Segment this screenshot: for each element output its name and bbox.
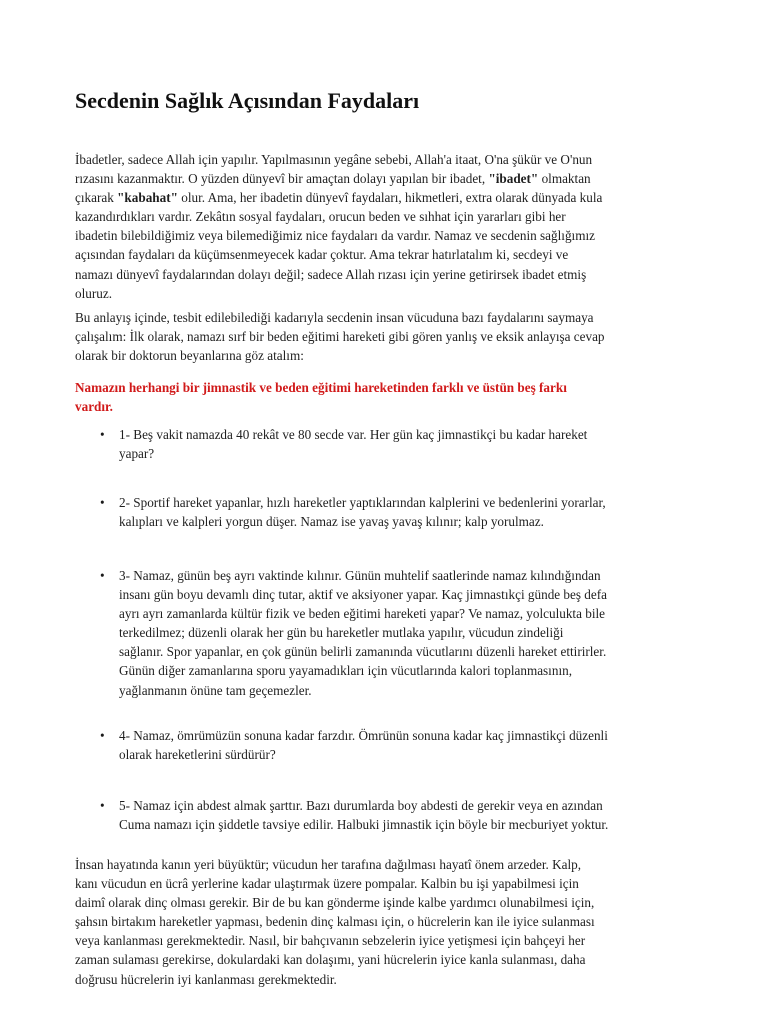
list-line: ayrı ayrı zamanlarda kültür fizik ve beden eğitimi hareketi yapar? Ve namaz, yolculukta bile [119,606,606,622]
outro-paragraph [75,855,595,989]
intro-line: ibadetin bilebildiğimiz veya bilemediğimiz nice faydaları da vardır. Namaz ve secdenin sağlığımız [75,228,595,244]
intro-line: rızasını kazanmaktır. O yüzden dünyevî bir amaçtan dolayı yapılan bir ibadet, "ibadet" olmaktan [75,171,591,187]
context-line: Bu anlayış içinde, tesbit edilebilediği kadarıyla secdenin insan vücuduna bazı faydalarını saymaya [75,310,594,325]
intro-line: çıkarak "kabahat" olur. Ama, her ibadetin dünyevî faydaları, hikmetleri, extra olarak dünyada kula [75,190,603,206]
list-line: olarak hareketlerini sürdürür? [119,747,276,763]
intro-line: namazı dünyevî faydalarından dolayı değil; sadece Allah rızası için yerine getirirsek ibadet etmiş [75,266,587,282]
list-item-text [119,796,608,834]
bullet-icon: • [100,495,105,510]
highlight-line: vardır. [75,399,113,415]
list-item-text [119,493,606,531]
list-line: Günün diğer zamanlarına sporu yayamadıkları için vücutlarında kalori toplanmasının, [119,663,572,679]
bullet-icon: • [100,728,105,743]
list-line: yağlanmanın önüne tam geçemezler. [119,682,312,698]
list-line: yapar? [119,446,155,462]
outro-line: zaman sulaması gerekirse, dokulardaki kan dolaşımı, yani hücrelerin iyice kanla sulanması, daha [75,952,586,968]
list-line: kalıpları ve kalpleri yorgun düşer. Namaz ise yavaş yavaş kılınır; kalp yorulmaz. [119,514,544,530]
list-line: 4- Namaz, ömrümüzün sonuna kadar farzdır. Ömrünün sonuna kadar kaç jimnastikçi düzenli [119,728,608,743]
outro-line: veya kanlanması gerekmektedir. Nasıl, bir bahçıvanın sebzelerin iyice yetişmesi için bahçeyi her [75,933,586,949]
outro-line: şahsın birtakım hareketler yapması, bedenin dinç kalması için, o hücrelerin kan ile iyice sulanması [75,914,595,930]
list-line: sağlanır. Spor yapanlar, en çok günün belirli zamanında vücutlarını düzenli hareket ettirirler. [119,644,607,660]
intro-paragraph [75,150,602,303]
highlight-line: Namazın herhangi bir jimnastik ve beden eğitimi hareketinden farklı ve üstün beş farkı [75,380,567,395]
intro-line: İbadetler, sadece Allah için yapılır. Yapılmasının yegâne sebebi, Allah'a itaat, O'na şükür ve O'nun [75,152,593,167]
outro-line: İnsan hayatında kanın yeri büyüktür; vücudun her tarafına dağılması hayatî önem arzeder. Kalp, [75,857,582,872]
bullet-icon: • [100,798,105,813]
kabahat-quote: "kabahat" [117,190,178,206]
highlight-heading [75,378,567,416]
list-item-text [119,566,607,700]
bullet-icon: • [100,427,105,442]
outro-line: daimî olarak dinç olması gerekir. Bir de bu kan gönderme işinde kalbe yardımcı olunabilmesi için, [75,895,595,911]
outro-line: doğrusu hücrelerin iyi kanlanması gerekmektedir. [75,971,337,987]
outro-line: kanı vücudun en ücrâ yerlerine kadar ulaştırmak üzere pompalar. Kalbin bu işi yapabilmesi için [75,876,579,892]
list-item-text [119,425,587,463]
list-line: 2- Sportif hareket yapanlar, hızlı hareketler yaptıklarından kalplerini ve bedenlerini yorarlar, [119,495,606,510]
list-line: terkedilmez; düzenli olarak her gün bu hareketler mutlaka yapılır, vücudun zindeliği [119,625,564,641]
ibadet-quote: "ibadet" [488,171,539,187]
intro-line: açısından faydaları da küçümsenmeyecek kadar çoktur. Ama tekrar hatırlatalım ki, secdeyi ve [75,247,569,263]
context-line: olarak bir doktorun beyanlarına göz atalım: [75,348,304,364]
list-line: 1- Beş vakit namazda 40 rekât ve 80 secde var. Her gün kaç jimnastikçi bu kadar hareket [119,427,588,442]
list-line: Cuma namazı için şiddetle tavsiye edilir. Halbuki jimnastik için böyle bir mecburiyet yoktur. [119,817,609,833]
list-line: 3- Namaz, günün beş ayrı vaktinde kılınır. Günün muhtelif saatlerinde namaz kılındığından [119,568,601,583]
list-line: insanı gün boyu devamlı dinç tutar, aktif ve aksiyoner yapar. Kaç jimnastıkçi günde beş defa [119,587,608,603]
bullet-icon: • [100,568,105,583]
context-line: çalışalım: İlk olarak, namazı sırf bir beden eğitimi hareketi gibi gören yanlış ve eksik anlayışa cevap [75,329,605,345]
context-paragraph [75,308,605,365]
page-title: Secdenin Sağlık Açısından Faydaları [75,88,420,113]
list-line: 5- Namaz için abdest almak şarttır. Bazı durumlarda boy abdesti de gerekir veya en azından [119,798,603,813]
intro-line: kazandırdıkları vardır. Zekâtın sosyal faydaları, orucun beden ve sıhhat için yararları gibi her [75,209,566,225]
intro-line: oluruz. [75,285,112,301]
list-item-text [119,726,608,764]
